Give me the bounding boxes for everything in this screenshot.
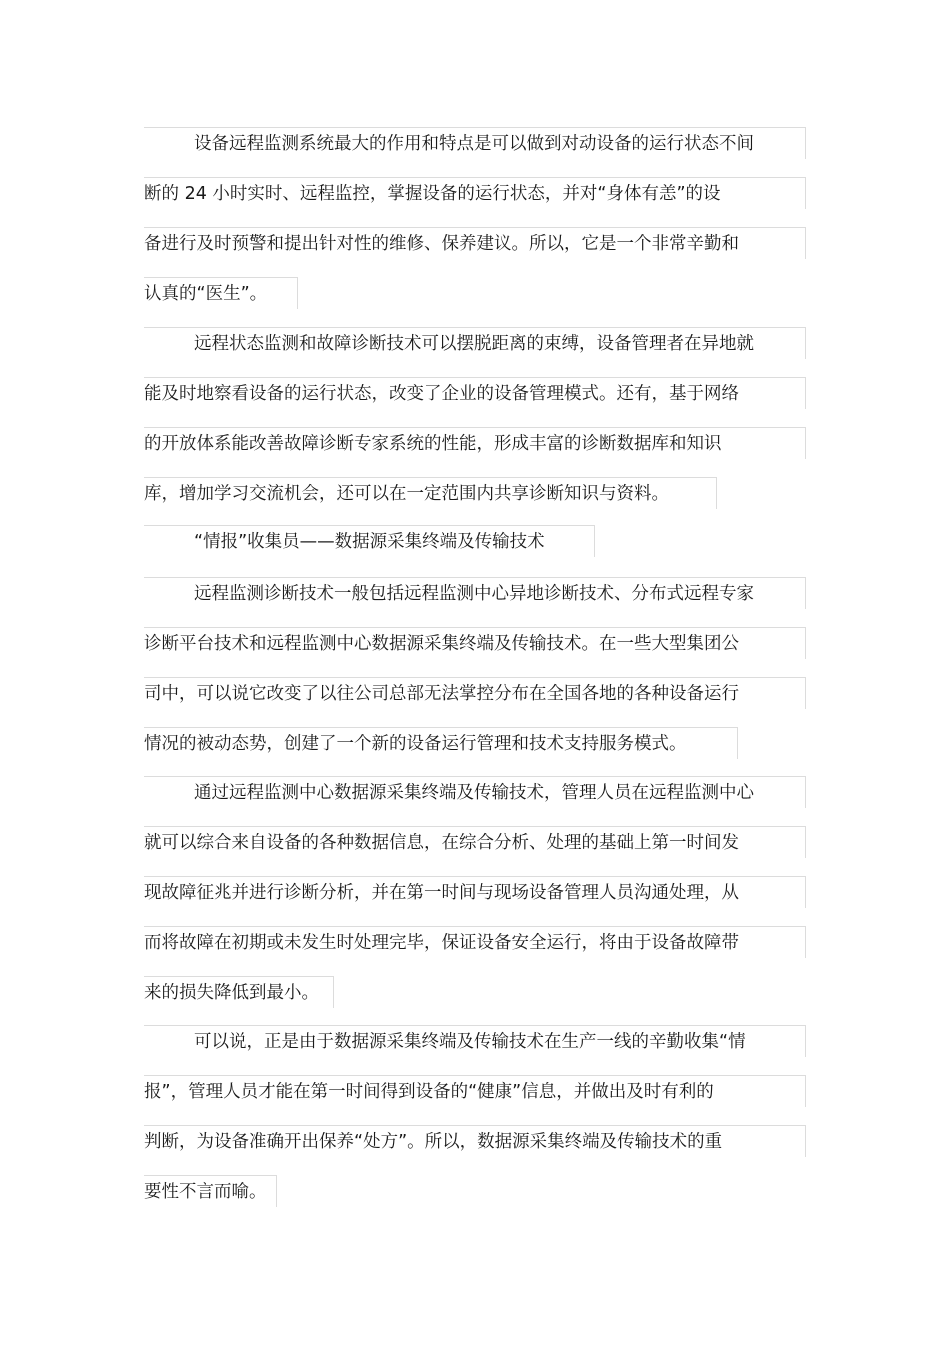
paragraph-4-line-4: 而将故障在初期或未发生时处理完毕，保证设备安全运行，将由于设备故障带	[144, 926, 806, 958]
paragraph-1-line-2: 断的 24 小时实时、远程监控，掌握设备的运行状态，并对“身体有恙”的设	[144, 177, 806, 209]
paragraph-3-line-1: 远程监测诊断技术一般包括远程监测中心异地诊断技术、分布式远程专家	[144, 577, 806, 609]
paragraph-5-line-3: 判断，为设备准确开出保养“处方”。所以，数据源采集终端及传输技术的重	[144, 1125, 806, 1157]
paragraph-3-line-3: 司中，可以说它改变了以往公司总部无法掌控分布在全国各地的各种设备运行	[144, 677, 806, 709]
paragraph-5-line-4: 要性不言而喻。	[144, 1175, 277, 1207]
paragraph-4-line-2: 就可以综合来自设备的各种数据信息，在综合分析、处理的基础上第一时间发	[144, 826, 806, 858]
paragraph-4-line-5: 来的损失降低到最小。	[144, 976, 334, 1008]
paragraph-1-line-4: 认真的“医生”。	[144, 277, 298, 309]
paragraph-3-line-4: 情况的被动态势，创建了一个新的设备运行管理和技术支持服务模式。	[144, 727, 738, 759]
paragraph-1-line-1: 设备远程监测系统最大的作用和特点是可以做到对动设备的运行状态不间	[144, 127, 806, 159]
paragraph-2-line-2: 能及时地察看设备的运行状态，改变了企业的设备管理模式。还有，基于网络	[144, 377, 806, 409]
paragraph-3-line-2: 诊断平台技术和远程监测中心数据源采集终端及传输技术。在一些大型集团公	[144, 627, 806, 659]
paragraph-4-line-1: 通过远程监测中心数据源采集终端及传输技术，管理人员在远程监测中心	[144, 776, 806, 808]
section-heading: “情报”收集员——数据源采集终端及传输技术	[144, 525, 595, 557]
paragraph-2-line-1: 远程状态监测和故障诊断技术可以摆脱距离的束缚，设备管理者在异地就	[144, 327, 806, 359]
paragraph-1-line-3: 备进行及时预警和提出针对性的维修、保养建议。所以，它是一个非常辛勤和	[144, 227, 806, 259]
paragraph-2-line-3: 的开放体系能改善故障诊断专家系统的性能，形成丰富的诊断数据库和知识	[144, 427, 806, 459]
paragraph-2-line-4: 库，增加学习交流机会，还可以在一定范围内共享诊断知识与资料。	[144, 477, 717, 509]
paragraph-5-line-2: 报”，管理人员才能在第一时间得到设备的“健康”信息，并做出及时有利的	[144, 1075, 806, 1107]
paragraph-5-line-1: 可以说，正是由于数据源采集终端及传输技术在生产一线的辛勤收集“情	[144, 1025, 806, 1057]
paragraph-4-line-3: 现故障征兆并进行诊断分析，并在第一时间与现场设备管理人员沟通处理，从	[144, 876, 806, 908]
